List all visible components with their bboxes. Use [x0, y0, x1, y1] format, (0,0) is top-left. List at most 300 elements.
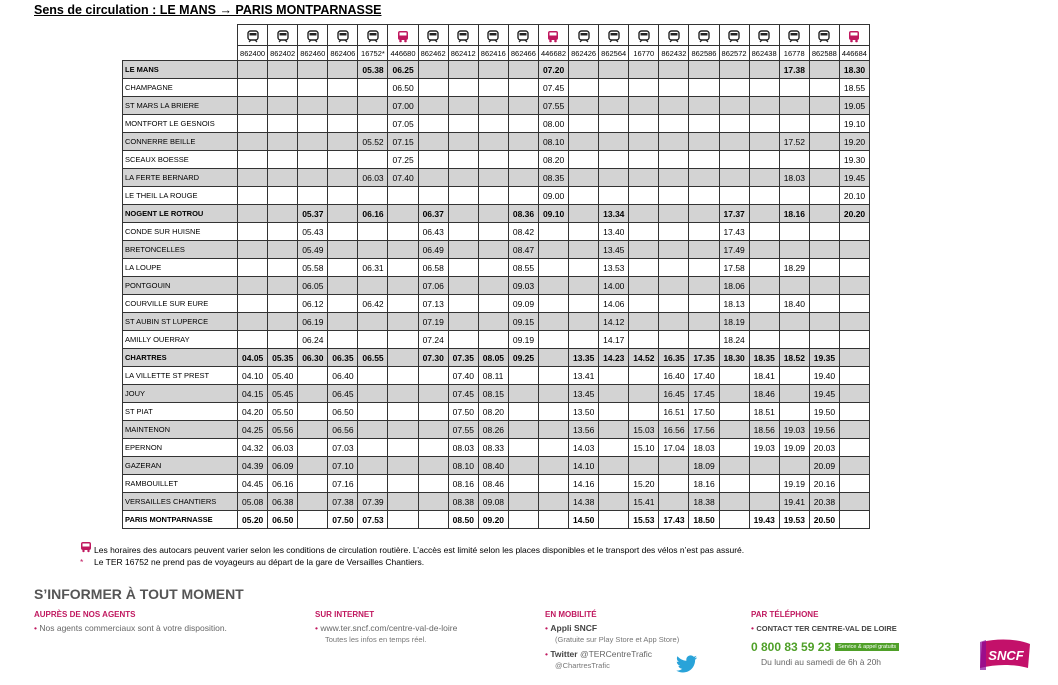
- agents-section: AUPRÈS DE NOS AGENTS • Nos agents commerciaux sont à votre disposition.: [34, 610, 227, 633]
- time-cell: [298, 493, 328, 511]
- train-number: 16778: [779, 46, 809, 61]
- time-cell: [689, 331, 719, 349]
- time-cell: 08.33: [478, 439, 508, 457]
- time-cell: 04.10: [238, 367, 268, 385]
- station-name: BRETONCELLES: [123, 241, 238, 259]
- time-cell: 05.49: [298, 241, 328, 259]
- time-cell: 04.20: [238, 403, 268, 421]
- time-cell: [629, 259, 659, 277]
- station-row: [123, 457, 870, 475]
- time-cell: [659, 241, 689, 259]
- time-cell: 16.51: [659, 403, 689, 421]
- time-cell: [689, 61, 719, 79]
- time-cell: [749, 169, 779, 187]
- time-cell: 08.11: [478, 367, 508, 385]
- time-cell: [388, 277, 418, 295]
- agents-text: Nos agents commerciaux sont à votre disposition.: [39, 623, 227, 633]
- time-cell: 06.03: [358, 169, 388, 187]
- time-cell: 18.35: [749, 349, 779, 367]
- time-cell: 06.03: [268, 439, 298, 457]
- twitter-handle-2[interactable]: @ChartresTrafic: [555, 661, 610, 670]
- time-cell: [268, 151, 298, 169]
- time-cell: [779, 331, 809, 349]
- time-cell: [659, 277, 689, 295]
- time-cell: [719, 367, 749, 385]
- time-cell: 06.45: [328, 385, 358, 403]
- star-note: [80, 557, 424, 567]
- train-icon: [358, 25, 388, 46]
- time-cell: 09.20: [478, 511, 508, 529]
- time-cell: 17.58: [719, 259, 749, 277]
- time-cell: [659, 61, 689, 79]
- station-name: PARIS MONTPARNASSE: [123, 511, 238, 529]
- time-cell: [749, 223, 779, 241]
- app-name: Appli SNCF: [550, 623, 598, 633]
- time-cell: [298, 151, 328, 169]
- time-cell: [629, 367, 659, 385]
- time-cell: [448, 151, 478, 169]
- time-cell: [659, 97, 689, 115]
- time-cell: [358, 241, 388, 259]
- station-row: [123, 115, 870, 133]
- station-name: VERSAILLES CHANTIERS: [123, 493, 238, 511]
- time-cell: 06.56: [328, 421, 358, 439]
- time-cell: [238, 223, 268, 241]
- time-cell: [358, 277, 388, 295]
- time-cell: 08.16: [448, 475, 478, 493]
- time-cell: 07.38: [328, 493, 358, 511]
- time-cell: [719, 493, 749, 511]
- time-cell: [839, 241, 869, 259]
- time-cell: 16.35: [659, 349, 689, 367]
- time-cell: [448, 205, 478, 223]
- phone-number[interactable]: 0 800 83 59 23: [751, 640, 832, 654]
- time-cell: [508, 151, 538, 169]
- time-cell: [448, 259, 478, 277]
- time-cell: 04.32: [238, 439, 268, 457]
- time-cell: 09.10: [538, 205, 568, 223]
- station-row: [123, 79, 870, 97]
- train-icon: [508, 25, 538, 46]
- time-cell: [448, 331, 478, 349]
- time-cell: [538, 223, 568, 241]
- time-cell: [779, 241, 809, 259]
- time-cell: 06.09: [268, 457, 298, 475]
- time-cell: 14.16: [569, 475, 599, 493]
- time-cell: [538, 295, 568, 313]
- time-cell: [599, 187, 629, 205]
- time-cell: [298, 385, 328, 403]
- time-cell: 09.25: [508, 349, 538, 367]
- time-cell: [659, 295, 689, 313]
- time-cell: 05.35: [268, 349, 298, 367]
- time-cell: 06.37: [418, 205, 448, 223]
- twitter-handle-1[interactable]: @TERCentreTrafic: [579, 649, 653, 659]
- time-cell: [448, 187, 478, 205]
- time-cell: [809, 133, 839, 151]
- train-icon: [298, 25, 328, 46]
- time-cell: [388, 241, 418, 259]
- time-cell: [538, 349, 568, 367]
- time-cell: 09.15: [508, 313, 538, 331]
- time-cell: [659, 133, 689, 151]
- time-cell: 04.39: [238, 457, 268, 475]
- time-cell: [328, 295, 358, 313]
- time-cell: [478, 259, 508, 277]
- time-cell: 18.30: [719, 349, 749, 367]
- time-cell: 08.10: [538, 133, 568, 151]
- time-cell: [659, 205, 689, 223]
- time-cell: [719, 457, 749, 475]
- station-row: [123, 295, 870, 313]
- time-cell: 17.35: [689, 349, 719, 367]
- time-cell: [779, 223, 809, 241]
- time-cell: [689, 187, 719, 205]
- time-cell: [478, 223, 508, 241]
- train-number: 862416: [478, 46, 508, 61]
- time-cell: [629, 241, 659, 259]
- train-icon: [448, 25, 478, 46]
- time-cell: [538, 259, 568, 277]
- time-cell: [569, 169, 599, 187]
- time-cell: 06.30: [298, 349, 328, 367]
- time-cell: [298, 403, 328, 421]
- time-cell: [298, 169, 328, 187]
- time-cell: [779, 97, 809, 115]
- time-cell: 07.45: [448, 385, 478, 403]
- time-cell: 07.15: [388, 133, 418, 151]
- time-cell: 08.03: [448, 439, 478, 457]
- time-cell: [448, 133, 478, 151]
- time-cell: [599, 367, 629, 385]
- time-cell: 14.38: [569, 493, 599, 511]
- station-row: [123, 277, 870, 295]
- time-cell: 20.38: [809, 493, 839, 511]
- time-cell: [779, 403, 809, 421]
- time-cell: 20.10: [839, 187, 869, 205]
- station-row: [123, 97, 870, 115]
- time-cell: 14.12: [599, 313, 629, 331]
- station-name: ST MARS LA BRIERE: [123, 97, 238, 115]
- free-call-badge: Service & appel gratuits: [835, 643, 899, 651]
- time-cell: [448, 97, 478, 115]
- time-cell: [749, 493, 779, 511]
- station-name: NOGENT LE ROTROU: [123, 205, 238, 223]
- time-cell: 07.45: [538, 79, 568, 97]
- station-name: RAMBOUILLET: [123, 475, 238, 493]
- time-cell: 06.50: [328, 403, 358, 421]
- time-cell: 18.46: [749, 385, 779, 403]
- time-cell: [719, 151, 749, 169]
- time-cell: [478, 241, 508, 259]
- time-cell: [358, 187, 388, 205]
- time-cell: [508, 439, 538, 457]
- time-cell: [719, 187, 749, 205]
- station-name: CHAMPAGNE: [123, 79, 238, 97]
- time-cell: [538, 367, 568, 385]
- time-cell: [268, 187, 298, 205]
- time-cell: 08.10: [448, 457, 478, 475]
- time-cell: [839, 277, 869, 295]
- time-cell: [298, 511, 328, 529]
- station-row: [123, 493, 870, 511]
- time-cell: [659, 457, 689, 475]
- time-cell: 08.46: [478, 475, 508, 493]
- time-cell: [779, 115, 809, 133]
- train-number: 862406: [328, 46, 358, 61]
- time-cell: [599, 151, 629, 169]
- time-cell: [448, 115, 478, 133]
- time-cell: 06.31: [358, 259, 388, 277]
- time-cell: 18.24: [719, 331, 749, 349]
- time-cell: 14.03: [569, 439, 599, 457]
- time-cell: [569, 133, 599, 151]
- train-icon: [328, 25, 358, 46]
- time-cell: [388, 403, 418, 421]
- time-cell: 06.35: [328, 349, 358, 367]
- time-cell: 15.53: [629, 511, 659, 529]
- time-cell: [238, 133, 268, 151]
- time-cell: [538, 421, 568, 439]
- twitter-label: Twitter: [550, 649, 578, 659]
- time-cell: [268, 259, 298, 277]
- time-cell: [659, 259, 689, 277]
- time-cell: [749, 61, 779, 79]
- time-cell: [328, 61, 358, 79]
- time-cell: [599, 421, 629, 439]
- time-cell: [388, 385, 418, 403]
- time-cell: [508, 133, 538, 151]
- time-cell: 07.06: [418, 277, 448, 295]
- time-cell: [238, 61, 268, 79]
- station-row: [123, 475, 870, 493]
- time-cell: 16.56: [659, 421, 689, 439]
- time-cell: [328, 223, 358, 241]
- time-cell: 18.30: [839, 61, 869, 79]
- time-cell: [478, 205, 508, 223]
- station-name: LA FERTE BERNARD: [123, 169, 238, 187]
- time-cell: 20.09: [809, 457, 839, 475]
- train-icon: [599, 25, 629, 46]
- time-cell: [749, 475, 779, 493]
- time-cell: [839, 457, 869, 475]
- mobile-section: EN MOBILITÉ • Appli SNCF (Gratuite sur Play Store et App Store) • Twitter @TERCentreTrafic @ChartresTrafic: [545, 610, 680, 670]
- station-row: [123, 223, 870, 241]
- time-cell: [749, 97, 779, 115]
- time-cell: [358, 421, 388, 439]
- time-cell: [749, 259, 779, 277]
- time-cell: [809, 277, 839, 295]
- time-cell: [508, 493, 538, 511]
- train-number: 862572: [719, 46, 749, 61]
- time-cell: 06.42: [358, 295, 388, 313]
- time-cell: [599, 493, 629, 511]
- time-cell: [599, 115, 629, 133]
- time-cell: [719, 403, 749, 421]
- time-cell: [569, 259, 599, 277]
- station-name: COURVILLE SUR EURE: [123, 295, 238, 313]
- time-cell: 17.52: [779, 133, 809, 151]
- time-cell: 18.50: [689, 511, 719, 529]
- time-cell: [629, 115, 659, 133]
- time-cell: 18.06: [719, 277, 749, 295]
- time-cell: 09.09: [508, 295, 538, 313]
- time-cell: 06.38: [268, 493, 298, 511]
- station-name: AMILLY OUERRAY: [123, 331, 238, 349]
- time-cell: 08.20: [538, 151, 568, 169]
- time-cell: [478, 295, 508, 313]
- time-cell: [358, 97, 388, 115]
- station-row: [123, 511, 870, 529]
- time-cell: [809, 331, 839, 349]
- station-row: [123, 439, 870, 457]
- time-cell: 13.40: [599, 223, 629, 241]
- time-cell: [418, 475, 448, 493]
- time-cell: [268, 313, 298, 331]
- time-cell: 18.13: [719, 295, 749, 313]
- time-cell: [388, 367, 418, 385]
- time-cell: [268, 205, 298, 223]
- time-cell: [809, 169, 839, 187]
- time-cell: [238, 97, 268, 115]
- station-name: CONNERRE BEILLE: [123, 133, 238, 151]
- time-cell: [839, 313, 869, 331]
- time-cell: [749, 457, 779, 475]
- time-cell: [599, 79, 629, 97]
- time-cell: 18.52: [779, 349, 809, 367]
- time-cell: [478, 133, 508, 151]
- time-cell: 07.16: [328, 475, 358, 493]
- station-row: [123, 259, 870, 277]
- time-cell: 09.19: [508, 331, 538, 349]
- time-cell: [268, 115, 298, 133]
- train-number: 862588: [809, 46, 839, 61]
- time-cell: 07.30: [418, 349, 448, 367]
- time-cell: 05.37: [298, 205, 328, 223]
- time-cell: 08.42: [508, 223, 538, 241]
- time-cell: [388, 475, 418, 493]
- website-link[interactable]: www.ter.sncf.com/centre-val-de-loire: [320, 623, 458, 633]
- station-row: [123, 403, 870, 421]
- time-cell: [809, 313, 839, 331]
- time-cell: [749, 133, 779, 151]
- time-cell: [328, 259, 358, 277]
- time-cell: [538, 277, 568, 295]
- time-cell: 14.23: [599, 349, 629, 367]
- time-cell: [268, 133, 298, 151]
- time-cell: [839, 349, 869, 367]
- station-name: MAINTENON: [123, 421, 238, 439]
- sncf-logo: [978, 636, 1034, 677]
- time-cell: 07.40: [388, 169, 418, 187]
- station-name: PONTGOUIN: [123, 277, 238, 295]
- train-number: 446680: [388, 46, 418, 61]
- time-cell: [238, 187, 268, 205]
- time-cell: 19.09: [779, 439, 809, 457]
- train-number: 862426: [569, 46, 599, 61]
- time-cell: 07.35: [448, 349, 478, 367]
- time-cell: 19.35: [809, 349, 839, 367]
- time-cell: 15.10: [629, 439, 659, 457]
- time-cell: [629, 205, 659, 223]
- train-number: 862564: [599, 46, 629, 61]
- time-cell: [538, 385, 568, 403]
- time-cell: 18.03: [779, 169, 809, 187]
- time-cell: [659, 493, 689, 511]
- bus-note: [80, 541, 744, 555]
- station-name: JOUY: [123, 385, 238, 403]
- train-icon: [238, 25, 268, 46]
- time-cell: [569, 313, 599, 331]
- time-cell: [809, 61, 839, 79]
- time-cell: [478, 151, 508, 169]
- time-cell: [779, 313, 809, 331]
- time-cell: [779, 457, 809, 475]
- time-cell: 18.38: [689, 493, 719, 511]
- time-cell: 17.45: [689, 385, 719, 403]
- time-cell: [569, 331, 599, 349]
- time-cell: [508, 367, 538, 385]
- time-cell: [659, 79, 689, 97]
- time-cell: [629, 313, 659, 331]
- time-cell: [328, 277, 358, 295]
- time-cell: [268, 277, 298, 295]
- time-cell: [358, 331, 388, 349]
- time-cell: [599, 385, 629, 403]
- time-cell: 07.55: [448, 421, 478, 439]
- time-cell: [569, 79, 599, 97]
- time-cell: 19.30: [839, 151, 869, 169]
- time-cell: [238, 205, 268, 223]
- time-cell: 18.51: [749, 403, 779, 421]
- time-cell: [689, 241, 719, 259]
- header-blank: [123, 46, 238, 61]
- time-cell: [478, 97, 508, 115]
- station-row: [123, 205, 870, 223]
- train-number: 16752*: [358, 46, 388, 61]
- time-cell: [839, 385, 869, 403]
- time-cell: 05.52: [358, 133, 388, 151]
- time-cell: [328, 313, 358, 331]
- time-cell: 13.45: [569, 385, 599, 403]
- time-cell: [839, 403, 869, 421]
- time-cell: 20.16: [809, 475, 839, 493]
- time-cell: [599, 61, 629, 79]
- time-cell: [629, 457, 659, 475]
- time-cell: [268, 295, 298, 313]
- time-cell: [749, 295, 779, 313]
- time-cell: [629, 277, 659, 295]
- time-cell: [839, 259, 869, 277]
- time-cell: [839, 439, 869, 457]
- time-cell: [538, 439, 568, 457]
- time-cell: [298, 79, 328, 97]
- time-cell: [388, 223, 418, 241]
- time-cell: 04.05: [238, 349, 268, 367]
- time-cell: [599, 439, 629, 457]
- time-cell: 20.03: [809, 439, 839, 457]
- time-cell: [508, 79, 538, 97]
- time-cell: [569, 223, 599, 241]
- time-cell: [809, 241, 839, 259]
- time-cell: 06.55: [358, 349, 388, 367]
- time-cell: [719, 115, 749, 133]
- time-cell: [749, 313, 779, 331]
- time-cell: [809, 295, 839, 313]
- time-cell: [689, 133, 719, 151]
- time-cell: 20.50: [809, 511, 839, 529]
- time-cell: [418, 457, 448, 475]
